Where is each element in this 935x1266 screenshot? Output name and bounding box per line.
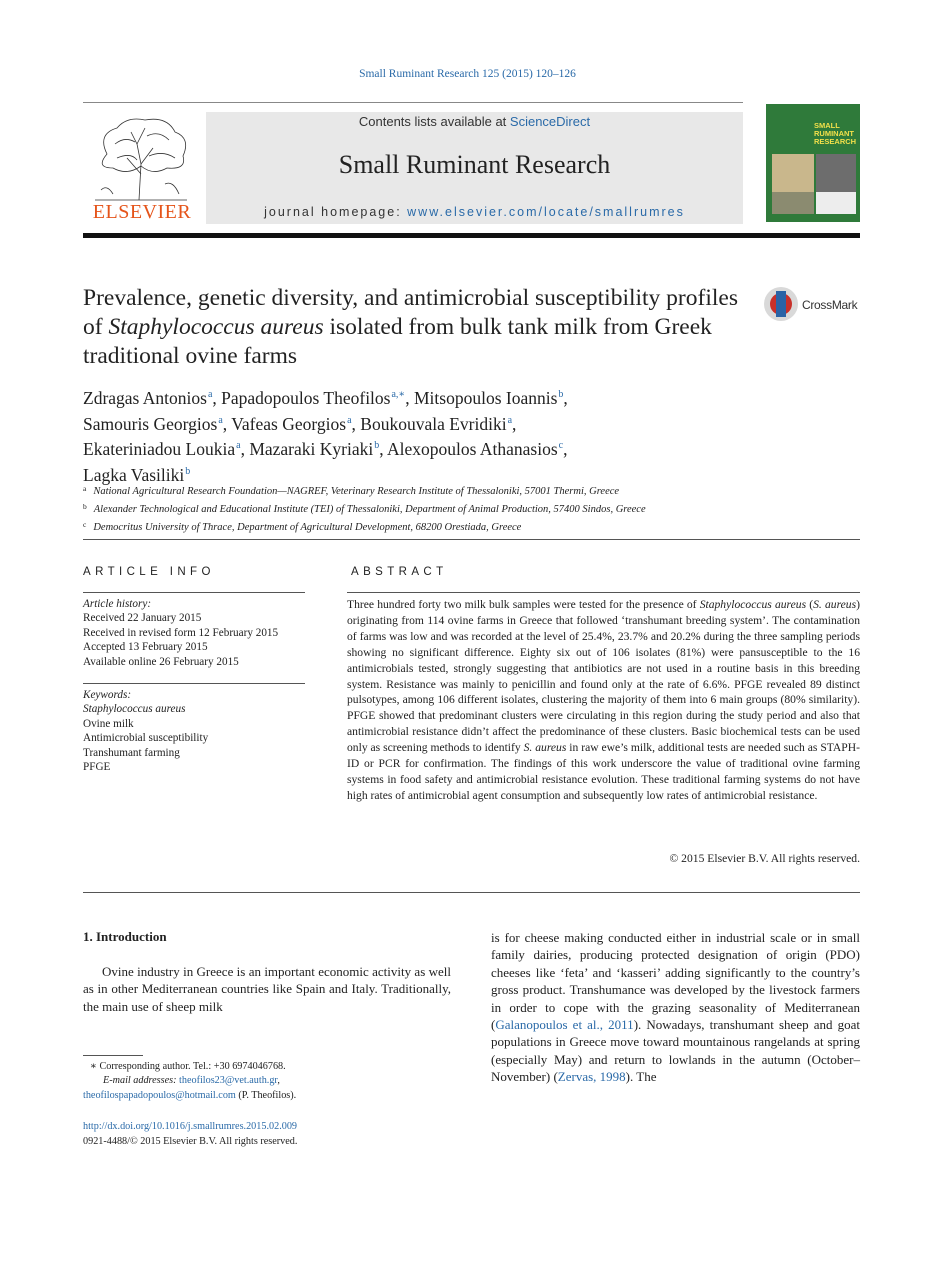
- author-affiliation-mark[interactable]: b: [558, 389, 564, 400]
- affiliation-item: [83, 517, 863, 535]
- author-separator: ,: [512, 413, 517, 434]
- keywords-list: [83, 702, 313, 774]
- footnote-corresponding: ∗ Corresponding author. Tel.: +30 6974046768.: [90, 1061, 286, 1072]
- cover-photo-sheep: [772, 154, 814, 192]
- keyword-item: Ovine milk: [83, 717, 134, 730]
- affiliation-text: Democritus University of Thrace, Department of Agricultural Development, 68200 Orestiada, Greece: [93, 522, 522, 533]
- intro-left-column: Ovine industry in Greece is an important economic activity as well as in other Mediterranean countries like Spain and Italy. Traditionally, the main use of sheep milk: [83, 964, 451, 1014]
- cover-photo-goats: [816, 154, 856, 192]
- intro-text-segment: ). The: [625, 1069, 657, 1085]
- citation-link[interactable]: Zervas, 1998: [557, 1069, 626, 1085]
- author-name: Mitsopoulos Ioannis: [413, 388, 558, 408]
- abstract-heading: ABSTRACT: [351, 566, 448, 578]
- abstract-segment: Three hundred forty two milk bulk samples were tested for the presence of: [347, 598, 700, 611]
- author-affiliation-mark[interactable]: c: [558, 440, 564, 451]
- keyword-item: Transhumant farming: [83, 746, 180, 759]
- affiliation-item: [83, 481, 863, 499]
- author-separator: ,: [222, 413, 232, 434]
- abstract-segment: Staphylococcus aureus: [699, 598, 807, 611]
- article-info-heading: ARTICLE INFO: [83, 566, 215, 578]
- affiliation-item: [83, 499, 863, 517]
- title-species: Staphylococcus aureus: [108, 314, 324, 340]
- author-name: Lagka Vasiliki: [83, 464, 185, 485]
- author-separator: ,: [405, 388, 414, 408]
- author-separator: ,: [379, 439, 388, 459]
- author-separator: ,: [240, 439, 250, 459]
- footnote-rule: [83, 1055, 143, 1056]
- article-info-rule: [83, 592, 305, 593]
- author-affiliation-mark[interactable]: a: [218, 414, 223, 426]
- crossmark-label: CrossMark: [802, 298, 858, 312]
- author-separator: ,: [351, 413, 361, 434]
- email-label: E-mail addresses:: [103, 1075, 180, 1086]
- affiliations: [83, 481, 863, 535]
- citation-link[interactable]: Galanopoulos et al., 2011: [495, 1017, 634, 1033]
- abstract-rule: [347, 592, 860, 593]
- history-item: Received 22 January 2015: [83, 612, 202, 625]
- abstract-text: [347, 597, 860, 804]
- abstract-end-rule: [83, 892, 860, 893]
- email-link-1[interactable]: theofilos23@vet.auth.gr: [179, 1075, 278, 1086]
- author-list: [83, 384, 783, 486]
- author-affiliation-mark[interactable]: b: [185, 465, 191, 477]
- affiliation-rule: [83, 539, 860, 540]
- abstract-segment: (: [806, 598, 814, 611]
- homepage-line: [206, 205, 743, 219]
- abstract-segment: ) originating from 114 ovine farms in Greece that followed ‘transhumant breeding system’. The contamination of farms was low and was recorded at the level of 25.4%, 23.7% and 20.2% during the three sampling periods showing no significant difference. Eighty six out of 106 isolates (81%) were pansusceptible to the 16 antimicrobials tested, strongly suggesting that antibiotics are not used in a routine basis in this breeding system. Resistance was mainly to penicillin and found only at the rate of 6.6%. PFGE revealed 89 distinct pulsotypes, among 106 different isolates, clustering the majority of them into 6 main groups (80% similarity). PFGE showed that predominant clusters were circulating in this region during the study period and also that antimicrobial resistance didn’t affect the predominance of these clusters. Basic biochemical tests can be used only as screening methods to identify: [347, 598, 860, 755]
- keyword-item: Staphylococcus aureus: [83, 703, 186, 716]
- tree-icon: [87, 114, 195, 202]
- author-separator: ,: [563, 439, 568, 459]
- header-rule: [83, 102, 743, 103]
- footnote-emails: E-mail addresses: theofilos23@vet.auth.gr, theofilospapadopoulos@hotmail.com (P. Theofilos).: [83, 1075, 297, 1101]
- author-separator: ,: [212, 388, 222, 408]
- contents-line: [206, 114, 743, 129]
- author-name: Mazaraki Kyriaki: [249, 439, 374, 459]
- history-label: Article history:: [83, 598, 152, 610]
- author-affiliation-mark[interactable]: a: [507, 414, 513, 426]
- author-affiliation-mark[interactable]: a,∗: [391, 389, 406, 400]
- history-item: Accepted 13 February 2015: [83, 641, 208, 654]
- author-affiliation-mark[interactable]: a: [347, 414, 352, 426]
- author-affiliation-mark[interactable]: b: [374, 440, 380, 451]
- contents-prefix: Contents lists available at: [358, 114, 510, 129]
- keyword-item: PFGE: [83, 761, 111, 774]
- journal-banner: [206, 112, 743, 224]
- affiliation-text: National Agricultural Research Foundation—NAGREF, Veterinary Research Institute of Thessaloniki, 57001 Thermi, Greece: [93, 486, 620, 497]
- affiliation-text: Alexander Technological and Educational Institute (TEI) of Thessaloniki, Department of Animal Production, 57400 Sindos, Greece: [93, 504, 646, 515]
- email-link-2[interactable]: theofilospapadopoulos@hotmail.com: [83, 1089, 236, 1101]
- history-list: [83, 611, 313, 669]
- author-separator: ,: [563, 388, 568, 408]
- journal-reference[interactable]: Small Ruminant Research 125 (2015) 120–126: [359, 68, 576, 80]
- author-name: Papadopoulos Theofilos: [221, 388, 391, 408]
- article-history: [83, 597, 313, 669]
- crossmark-icon: [764, 287, 798, 321]
- sciencedirect-link[interactable]: ScienceDirect: [509, 114, 591, 129]
- elsevier-wordmark: ELSEVIER: [92, 201, 192, 223]
- author-name: Samouris Georgios: [83, 413, 218, 434]
- author-name: Ekateriniadou Loukia: [83, 439, 236, 459]
- intro-right-column: [491, 929, 860, 1086]
- keywords-rule: [83, 683, 305, 684]
- affiliation-key: c: [83, 520, 87, 529]
- author-affiliation-mark[interactable]: a: [207, 389, 213, 400]
- history-item: Available online 26 February 2015: [83, 655, 239, 668]
- abstract-segment: S. aureus: [813, 598, 857, 611]
- issn-line: 0921-4488/© 2015 Elsevier B.V. All rights reserved.: [83, 1136, 298, 1147]
- cover-title: SMALL RUMINANT RESEARCH: [814, 121, 857, 146]
- header-thick-rule: [83, 233, 860, 238]
- keywords-label: Keywords:: [83, 689, 132, 701]
- abstract-segment: in raw ewe’s milk, additional tests are needed such as STAPH-ID or PCR for confirmation. The findings of this work underscore the value of traditional ovine farming systems in food safety and antimicrobial resistance evolution. These traditional farming systems do not have high rates of antimicrobial agent consumption and subsequently low rates of antimicrobial resistance.: [347, 741, 860, 802]
- keywords-block: [83, 688, 313, 774]
- email-suffix: (P. Theofilos).: [235, 1089, 297, 1101]
- doi-link[interactable]: http://dx.doi.org/10.1016/j.smallrumres.2015.02.009: [83, 1121, 298, 1132]
- intro-text-segment: ). Nowadays, transhumant sheep and goat populations in Greece move toward mountainous rangelands at spring (especially May) and return to lowlands in the autumn (October–November) (: [491, 1017, 860, 1085]
- title-part1: Prevalence, genetic diversity, and antimicrobial susceptibility profiles of: [83, 285, 738, 340]
- crossmark-badge[interactable]: [764, 287, 864, 327]
- cover-photo-herd: [772, 192, 814, 214]
- author-name: Alexopoulos Athanasios: [387, 439, 558, 459]
- author-name: Zdragas Antonios: [83, 388, 207, 408]
- introduction-heading: 1. Introduction: [83, 929, 167, 944]
- author-name: Boukouvala Evridiki: [360, 413, 507, 434]
- affiliation-key: b: [83, 502, 87, 511]
- homepage-link[interactable]: www.elsevier.com/locate/smallrumres: [407, 205, 685, 219]
- article-title: [83, 284, 753, 371]
- author-name: Vafeas Georgios: [231, 413, 347, 434]
- journal-cover[interactable]: [766, 104, 860, 222]
- journal-title: Small Ruminant Research: [338, 150, 611, 179]
- elsevier-logo[interactable]: [83, 112, 201, 224]
- abstract-copyright: © 2015 Elsevier B.V. All rights reserved.: [669, 852, 860, 865]
- cover-photo-lamb: [816, 192, 856, 214]
- history-item: Received in revised form 12 February 2015: [83, 626, 279, 639]
- doi-line: [83, 1120, 483, 1135]
- affiliation-key: a: [83, 484, 87, 493]
- keyword-item: Antimicrobial susceptibility: [83, 732, 209, 745]
- author-affiliation-mark[interactable]: a: [236, 440, 241, 451]
- homepage-prefix: journal homepage:: [264, 205, 408, 219]
- abstract-segment: S. aureus: [523, 741, 567, 755]
- intro-text-segment: is for cheese making conducted either in industrial scale or in small family dairies, producing protected designation of origin (PDO) cheeses like ‘feta’ and ‘kasseri’ adding significantly to the country’s gross product. Transhumance was developed by the livestock farmers in order to cope with the grazing seasonality of Mediterranean (: [491, 930, 860, 1033]
- title-part2: isolated from bulk tank milk from Greek traditional ovine farms: [83, 314, 712, 369]
